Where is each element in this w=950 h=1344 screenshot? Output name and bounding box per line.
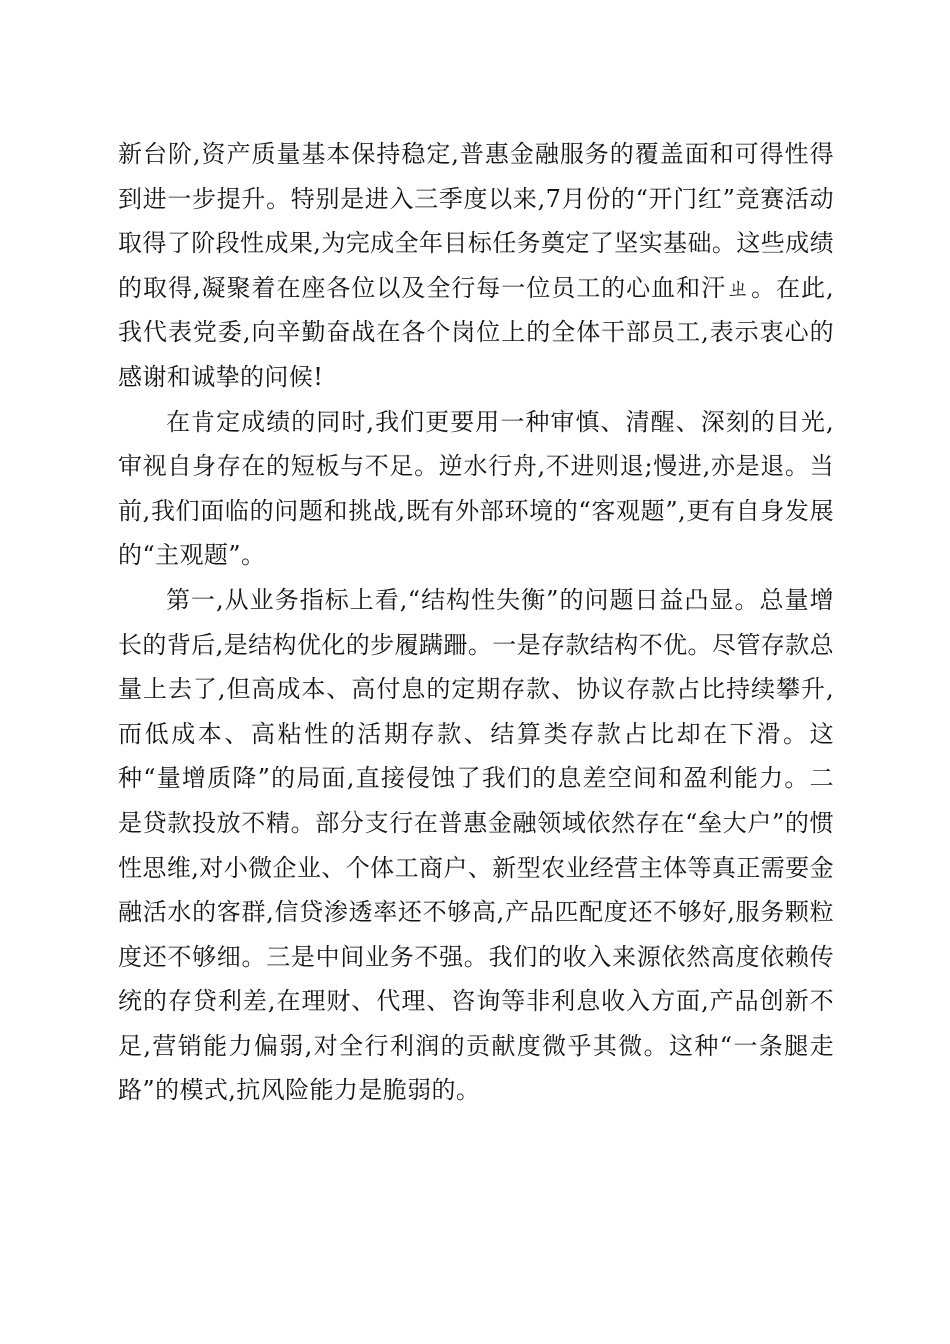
- paragraph-shortcomings: 在肯定成绩的同时,我们更要用一种审慎、清醒、深刻的目光,审视自身存在的短板与不足。逆水行舟,不进则退;慢进,亦是退。当前,我们面临的问题和挑战,既有外部环境的“客观题”,更有自身发展的“主观题”。: [118, 407, 834, 570]
- paragraph-achievements-continued: 新台阶,资产质量基本保持稳定,普惠金融服务的覆盖面和可得性得到进一步提升。特别是进入三季度以来,7月份的“开门红”竞赛活动取得了阶段性成果,为完成全年目标任务奠定了坚实基础。这些成绩的取得,凝聚着在座各位以及全行每一位员工的心血和汗ㄓ。在此,我代表党委,向辛勤奋战在各个岗位上的全体干部员工,表示衷心的感谢和诚挚的问候!: [118, 140, 834, 391]
- paragraph-structural-imbalance: 第一,从业务指标上看,“结构性失衡”的问题日益凸显。总量增长的背后,是结构优化的步履蹒跚。一是存款结构不优。尽管存款总量上去了,但高成本、高付息的定期存款、协议存款占比持续攀升,而低成本、高粘性的活期存款、结算类存款占比却在下滑。这种“量增质降”的局面,直接侵蚀了我们的息差空间和盈利能力。二是贷款投放不精。部分支行在普惠金融领域依然存在“垒大户”的惯性思维,对小微企业、个体工商户、新型农业经营主体等真正需要金融活水的客群,信贷渗透率还不够高,产品匹配度还不够好,服务颗粒度还不够细。三是中间业务不强。我们的收入来源依然高度依赖传统的存贷利差,在理财、代理、咨询等非利息收入方面,产品创新不足,营销能力偏弱,对全行利润的贡献度微乎其微。这种“一条腿走路”的模式,抗风险能力是脆弱的。: [118, 585, 834, 1105]
- document-page: [118, 132, 834, 1113]
